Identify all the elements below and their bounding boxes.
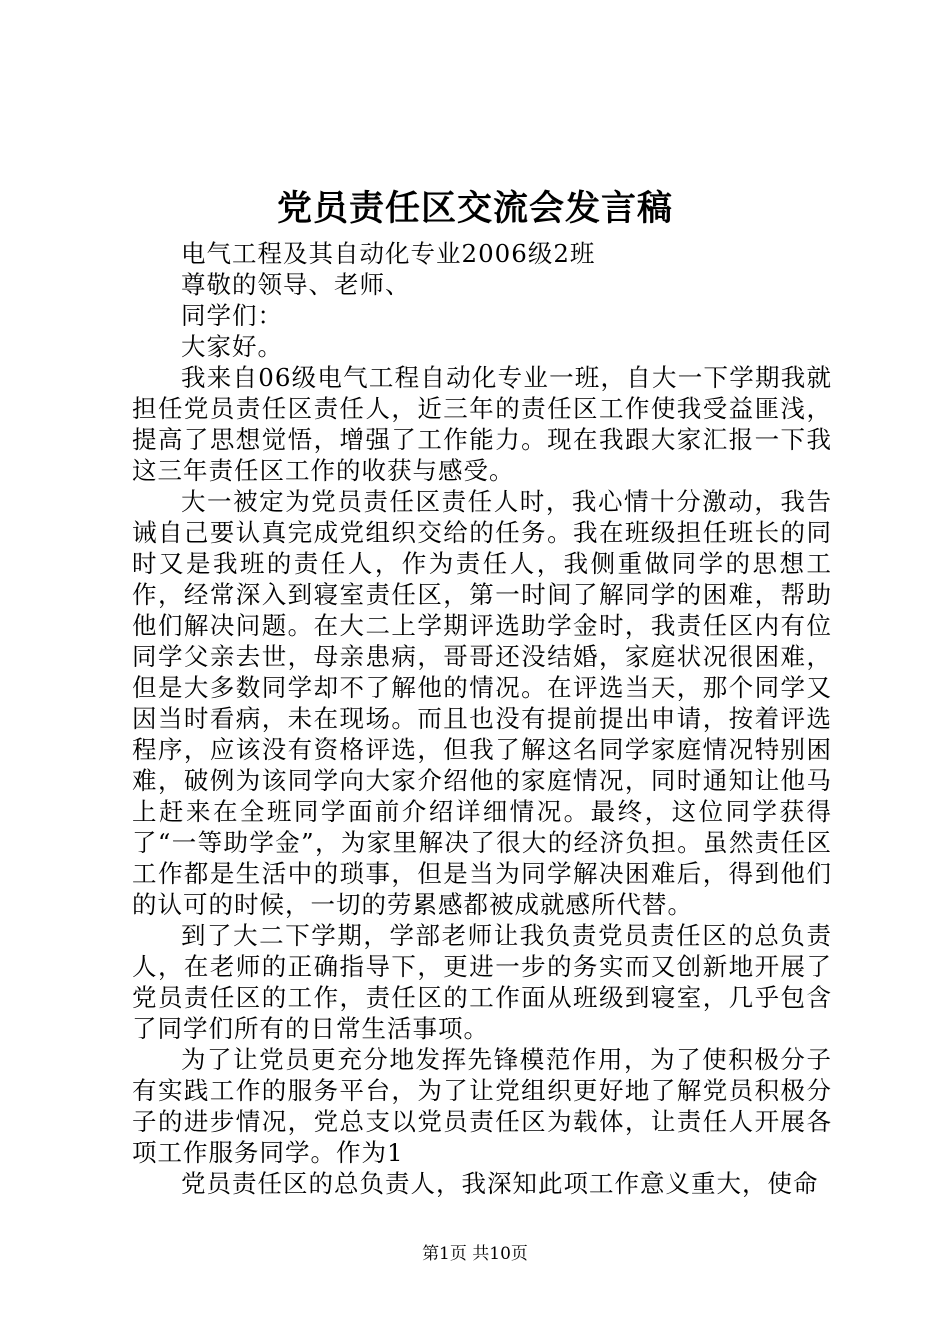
- paragraph-intro: 我来自06级电气工程自动化专业一班，自大一下学期我就担任党员责任区责任人，近三年的责任区工作使我受益匪浅，提高了思想觉悟，增强了工作能力。现在我跟大家汇报一下我这三年责任区工作的收获与感受。: [132, 363, 832, 485]
- paragraph-responsibility: 党员责任区的总负责人，我深知此项工作意义重大，使命: [181, 1169, 819, 1198]
- paragraph-role-purpose: 为了让党员更充分地发挥先锋模范作用，为了使积极分子有实践工作的服务平台，为了让党组织更好地了解党员积极分子的进步情况，党总支以党员责任区为载体，让责任人开展各项工作服务同学。作为1: [132, 1045, 832, 1167]
- page-footer: 第1页 共10页: [422, 1244, 528, 1264]
- document-title: 党员责任区交流会发言稿: [276, 188, 673, 229]
- paragraph-freshman-year: 大一被定为党员责任区责任人时，我心情十分激动，我告诫自己要认真完成党组织交给的任务。我在班级担任班长的同时又是我班的责任人，作为责任人，我侧重做同学的思想工作，经常深入到寝室责任区，第一时间了解同学的困难，帮助他们解决问题。在大二上学期评选助学金时，我责任区内有位同学父亲去世，母亲患病，哥哥还没结婚，家庭状况很困难，但是大多数同学却不了解他的情况。在评选当天，那个同学又因当时看病，未在现场。而且也没有提前提出申请，按着评选程序，应该没有资格评选，但我了解这名同学家庭情况特别困难，破例为该同学向大家介绍他的家庭情况，同时通知让他马上赶来在全班同学面前介绍详细情况。最终，这位同学获得了“一等助学金”，为家里解决了很大的经济负担。虽然责任区工作都是生活中的琐事，但是当为同学解决困难后，得到他们的认可的时候，一切的劳累感都被成就感所代替。: [132, 487, 832, 919]
- paragraph-class-info: 电气工程及其自动化专业2006级2班: [181, 239, 596, 268]
- paragraph-sophomore-year: 到了大二下学期，学部老师让我负责党员责任区的总负责人，在老师的正确指导下，更进一步的务实而又创新地开展了党员责任区的工作，责任区的工作面从班级到寝室，几乎包含了同学们所有的日常生活事项。: [132, 921, 832, 1043]
- paragraph-salutation-2: 同学们：: [181, 301, 283, 330]
- paragraph-greeting: 大家好。: [181, 332, 283, 361]
- paragraph-salutation-1: 尊敬的领导、老师、: [181, 270, 411, 299]
- document-body: [132, 238, 832, 1199]
